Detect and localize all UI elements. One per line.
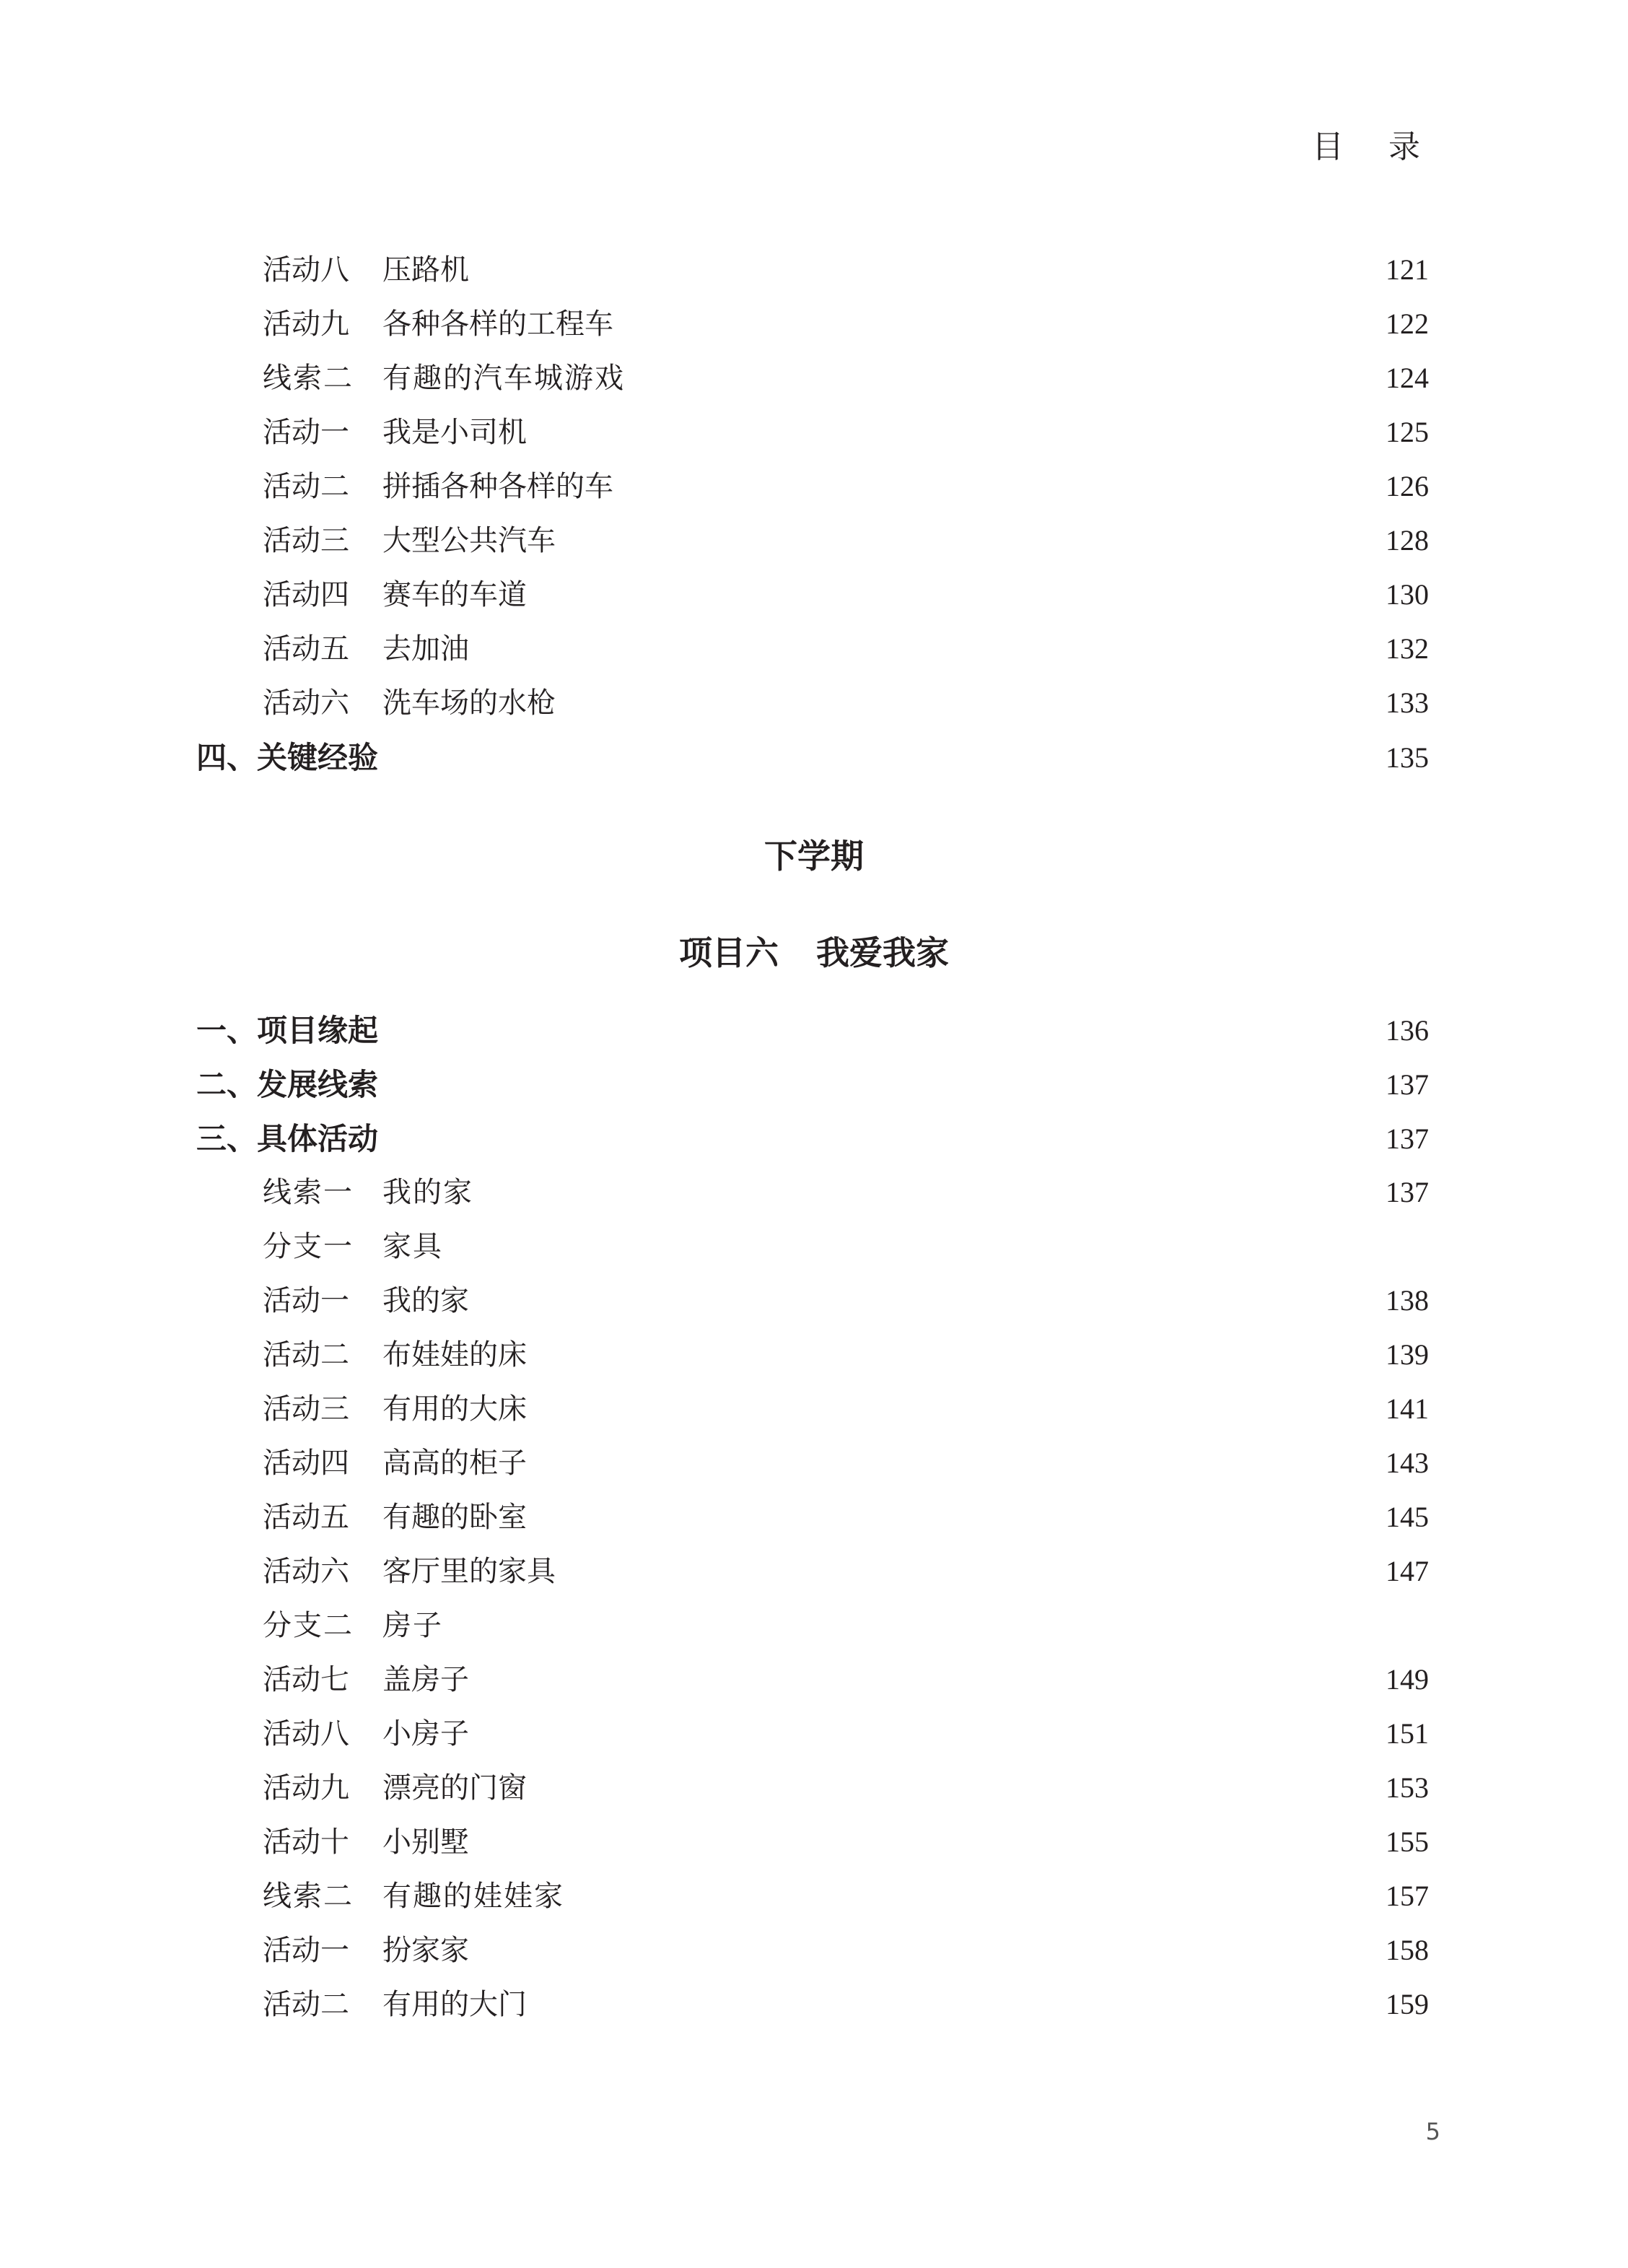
toc-entry-title: 有用的大床 bbox=[382, 1392, 527, 1426]
toc-section-label: 三、具体活动 bbox=[196, 1121, 379, 1156]
toc-entry-prefix: 活动八 bbox=[263, 1717, 349, 1750]
toc-entry-label bbox=[263, 248, 469, 292]
toc-section-label: 二、发展线索 bbox=[196, 1067, 379, 1102]
toc-entry-prefix: 活动四 bbox=[263, 578, 349, 611]
toc-entry-prefix: 活动二 bbox=[263, 1988, 349, 2021]
toc-entry-label bbox=[263, 573, 527, 616]
toc-entry-label bbox=[263, 1171, 473, 1214]
toc-entry[interactable] bbox=[0, 1766, 1628, 1810]
toc-entry[interactable] bbox=[0, 1225, 1628, 1268]
toc-entry-label bbox=[263, 1712, 469, 1755]
toc-entry[interactable] bbox=[0, 681, 1628, 725]
toc-entry-prefix: 活动一 bbox=[263, 1934, 349, 1967]
toc-entry-page: 143 bbox=[1386, 1447, 1429, 1479]
toc-entry-label bbox=[263, 1496, 527, 1539]
toc-entry-page: 149 bbox=[1386, 1663, 1429, 1696]
toc-entry-prefix: 活动九 bbox=[263, 1771, 349, 1805]
toc-entry-prefix: 活动三 bbox=[263, 1392, 349, 1426]
toc-entry-label bbox=[263, 1604, 443, 1647]
page-number: 5 bbox=[1425, 2118, 1440, 2145]
toc-entry-title: 拼插各种各样的车 bbox=[382, 470, 613, 503]
toc-entry-label bbox=[263, 411, 527, 454]
toc-entry[interactable] bbox=[0, 1820, 1628, 1864]
toc-section-label: 四、关键经验 bbox=[196, 740, 379, 775]
toc-entry-page: 122 bbox=[1386, 308, 1429, 340]
toc-entry[interactable] bbox=[0, 1983, 1628, 2026]
toc-entry-label bbox=[263, 1387, 527, 1431]
toc-entry-prefix: 分支二 bbox=[263, 1609, 354, 1642]
toc-entry[interactable] bbox=[0, 1550, 1628, 1593]
toc-entry-prefix: 活动八 bbox=[263, 253, 349, 287]
toc-entry-title: 各种各样的工程车 bbox=[382, 308, 613, 341]
toc-entry-title: 有趣的汽车城游戏 bbox=[382, 362, 625, 395]
toc-entry[interactable] bbox=[0, 1712, 1628, 1755]
toc-entry[interactable] bbox=[0, 357, 1628, 400]
toc-entry-title: 漂亮的门窗 bbox=[382, 1771, 527, 1805]
toc-entry-prefix: 线索一 bbox=[263, 1176, 354, 1209]
toc-entry-title: 去加油 bbox=[382, 632, 469, 666]
toc-entry-title: 扮家家 bbox=[382, 1934, 469, 1967]
toc-entry-label bbox=[263, 1820, 469, 1864]
toc-entry-label bbox=[263, 302, 613, 346]
toc-entry-page: 125 bbox=[1386, 416, 1429, 448]
toc-entry-label bbox=[263, 1983, 527, 2026]
toc-entry-title: 赛车的车道 bbox=[382, 578, 527, 611]
toc-entry-page: 130 bbox=[1386, 578, 1429, 611]
toc-entry[interactable] bbox=[0, 519, 1628, 562]
toc-entry-title: 大型公共汽车 bbox=[382, 524, 556, 557]
toc-entry-label bbox=[263, 519, 556, 562]
toc-entry-label bbox=[263, 1279, 469, 1322]
toc-entry-prefix: 线索二 bbox=[263, 362, 354, 395]
page-header-title: 目 录 bbox=[1312, 128, 1437, 165]
toc-section[interactable] bbox=[0, 1063, 1628, 1107]
toc-entry[interactable] bbox=[0, 1658, 1628, 1701]
toc-section-page: 136 bbox=[1386, 1014, 1429, 1047]
toc-entry-page: 158 bbox=[1386, 1934, 1429, 1966]
toc-entry-page: 139 bbox=[1386, 1338, 1429, 1371]
toc-entry-prefix: 分支一 bbox=[263, 1230, 354, 1263]
toc-entry-prefix: 活动六 bbox=[263, 686, 349, 720]
toc-entry-title: 高高的柜子 bbox=[382, 1447, 527, 1480]
toc-entry-title: 盖房子 bbox=[382, 1663, 469, 1696]
toc-section[interactable] bbox=[0, 1117, 1628, 1161]
toc-entry-prefix: 活动一 bbox=[263, 1284, 349, 1317]
toc-entry-prefix: 活动二 bbox=[263, 1338, 349, 1371]
toc-entry[interactable] bbox=[0, 1171, 1628, 1214]
toc-entry-page: 124 bbox=[1386, 362, 1429, 394]
toc-entry-label bbox=[263, 681, 556, 725]
toc-entry-title: 有趣的卧室 bbox=[382, 1501, 527, 1534]
toc-entry-title: 洗车场的水枪 bbox=[382, 686, 556, 720]
toc-entry-page: 121 bbox=[1386, 253, 1429, 286]
toc-entry-title: 有用的大门 bbox=[382, 1988, 527, 2021]
toc-entry-title: 有趣的娃娃家 bbox=[382, 1880, 564, 1913]
toc-entry-page: 128 bbox=[1386, 524, 1429, 557]
toc-section[interactable] bbox=[0, 736, 1628, 780]
toc-entry-title: 压路机 bbox=[382, 253, 469, 287]
toc-entry-prefix: 活动六 bbox=[263, 1555, 349, 1588]
toc-entry-label bbox=[263, 1658, 469, 1701]
toc-entry-label bbox=[263, 1929, 469, 1972]
toc-entry-prefix: 活动二 bbox=[263, 470, 349, 503]
toc-entry[interactable] bbox=[0, 1387, 1628, 1431]
toc-entry-page: 126 bbox=[1386, 470, 1429, 502]
toc-entry-label bbox=[263, 1333, 527, 1377]
toc-entry[interactable] bbox=[0, 1442, 1628, 1485]
toc-entry-title: 我是小司机 bbox=[382, 416, 527, 449]
toc-section[interactable] bbox=[0, 1009, 1628, 1052]
toc-entry[interactable] bbox=[0, 1604, 1628, 1647]
toc-entry-prefix: 活动九 bbox=[263, 308, 349, 341]
toc-entry-page: 132 bbox=[1386, 632, 1429, 665]
toc-entry-title: 家具 bbox=[382, 1230, 443, 1263]
toc-entry-page: 133 bbox=[1386, 686, 1429, 719]
toc-entry-label bbox=[263, 357, 625, 400]
toc-entry[interactable] bbox=[0, 627, 1628, 671]
toc-section-label: 一、项目缘起 bbox=[196, 1013, 379, 1048]
toc-entry-page: 155 bbox=[1386, 1826, 1429, 1858]
toc-entry-prefix: 活动五 bbox=[263, 1501, 349, 1534]
toc-entry-label bbox=[263, 1442, 527, 1485]
toc-entry-prefix: 活动十 bbox=[263, 1826, 349, 1859]
toc-entry[interactable] bbox=[0, 1333, 1628, 1377]
toc-entry-page: 147 bbox=[1386, 1555, 1429, 1587]
project-heading bbox=[0, 931, 1628, 974]
toc-entry-page: 153 bbox=[1386, 1771, 1429, 1804]
toc-entry-label bbox=[263, 1875, 564, 1918]
toc-entry[interactable] bbox=[0, 1279, 1628, 1322]
toc-entry-page: 138 bbox=[1386, 1284, 1429, 1317]
toc-entry-label bbox=[263, 1766, 527, 1810]
toc-entry-label bbox=[263, 1225, 443, 1268]
toc-entry[interactable] bbox=[0, 1496, 1628, 1539]
toc-entry-title: 客厅里的家具 bbox=[382, 1555, 556, 1588]
toc-entry-page: 141 bbox=[1386, 1392, 1429, 1425]
toc-entry-title: 布娃娃的床 bbox=[382, 1338, 527, 1371]
toc-entry-page: 145 bbox=[1386, 1501, 1429, 1533]
toc-section-page: 137 bbox=[1386, 1068, 1429, 1101]
toc-section-page: 135 bbox=[1386, 741, 1429, 774]
toc-entry-page: 159 bbox=[1386, 1988, 1429, 2020]
toc-entry-prefix: 活动四 bbox=[263, 1447, 349, 1480]
toc-entry-prefix: 活动五 bbox=[263, 632, 349, 666]
toc-entry[interactable] bbox=[0, 573, 1628, 616]
toc-entry-page: 137 bbox=[1386, 1176, 1429, 1208]
semester-heading: 下学期 bbox=[764, 837, 864, 876]
project-heading-prefix: 项目六 bbox=[679, 933, 779, 972]
toc-entry-prefix: 线索二 bbox=[263, 1880, 354, 1913]
toc-entry-label bbox=[263, 627, 469, 671]
toc-section-page: 137 bbox=[1386, 1122, 1429, 1155]
toc-entry[interactable] bbox=[0, 248, 1628, 292]
toc-entry[interactable] bbox=[0, 302, 1628, 346]
toc-entry-page: 157 bbox=[1386, 1880, 1429, 1912]
toc-entry[interactable] bbox=[0, 465, 1628, 508]
toc-entry-title: 我的家 bbox=[382, 1284, 469, 1317]
toc-entry-prefix: 活动三 bbox=[263, 524, 349, 557]
toc-entry-label bbox=[263, 465, 613, 508]
toc-entry-prefix: 活动一 bbox=[263, 416, 349, 449]
toc-entry-title: 小别墅 bbox=[382, 1826, 469, 1859]
toc-entry-title: 小房子 bbox=[382, 1717, 469, 1750]
toc-entry-page: 151 bbox=[1386, 1717, 1429, 1750]
toc-entry[interactable] bbox=[0, 411, 1628, 454]
toc-entry[interactable] bbox=[0, 1929, 1628, 1972]
toc-entry-label bbox=[263, 1550, 556, 1593]
toc-entry[interactable] bbox=[0, 1875, 1628, 1918]
toc-entry-title: 我的家 bbox=[382, 1176, 473, 1209]
project-heading-title: 我爱我家 bbox=[816, 933, 949, 972]
toc-entry-prefix: 活动七 bbox=[263, 1663, 349, 1696]
toc-entry-title: 房子 bbox=[382, 1609, 443, 1642]
